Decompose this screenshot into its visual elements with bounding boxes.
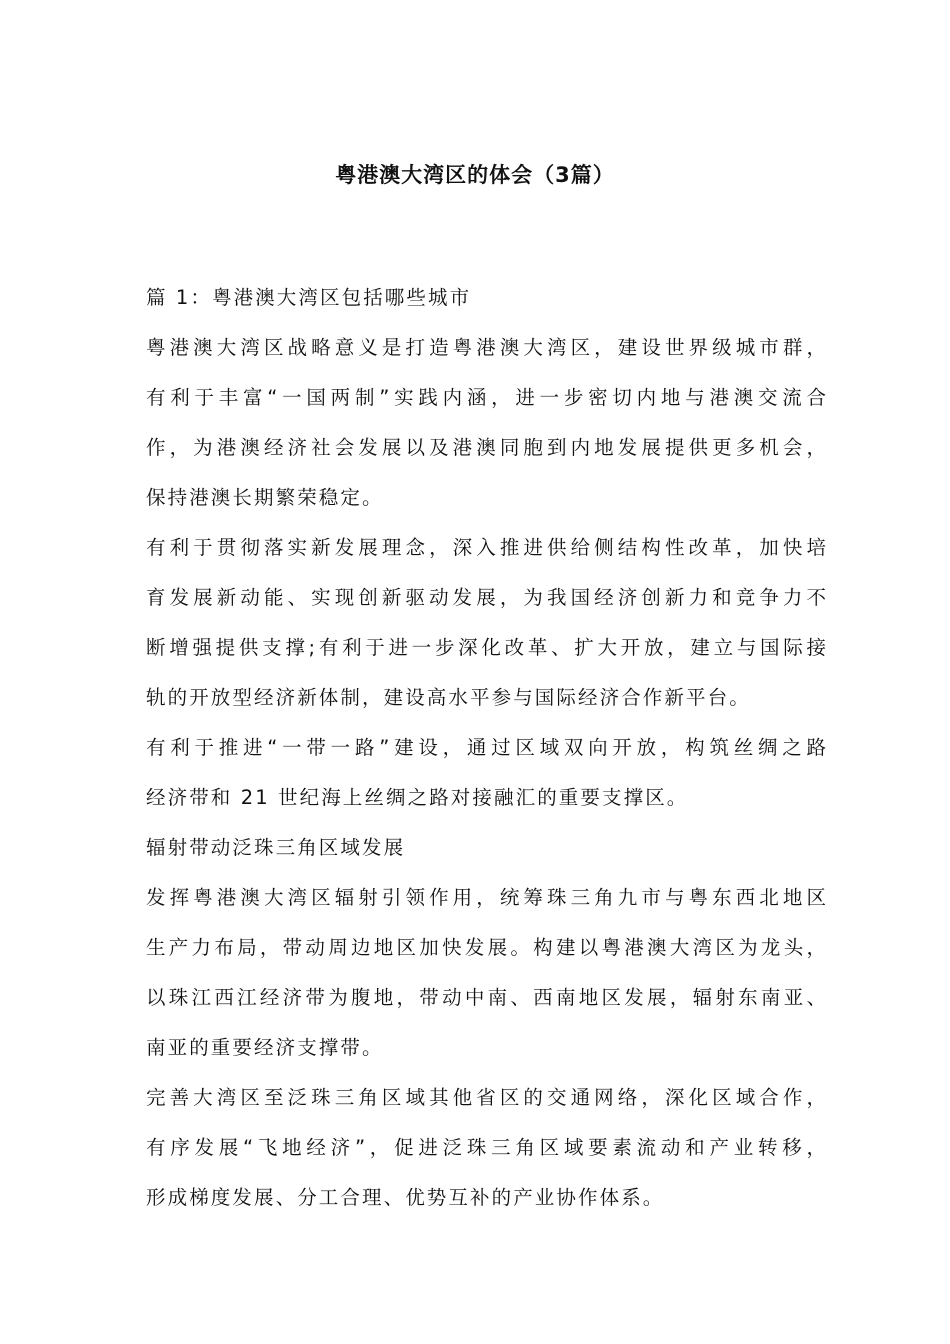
paragraph-line: 完善大湾区至泛珠三角区域其他省区的交通网络，深化区域合作， xyxy=(146,1086,826,1109)
paragraph-line: 经济带和 21 世纪海上丝绸之路对接融汇的重要支撑区。 xyxy=(146,786,689,809)
paragraph-line: 南亚的重要经济支撑带。 xyxy=(146,1036,384,1059)
paragraph-line: 育发展新动能、实现创新驱动发展，为我国经济创新力和竞争力不 xyxy=(146,586,826,609)
paragraph-line: 生产力布局，带动周边地区加快发展。构建以粤港澳大湾区为龙头， xyxy=(146,936,826,959)
paragraph-line: 粤港澳大湾区战略意义是打造粤港澳大湾区，建设世界级城市群， xyxy=(146,336,826,359)
paragraph-line: 有利于推进“一带一路”建设，通过区域双向开放，构筑丝绸之路 xyxy=(146,736,826,759)
document-title: 粤港澳大湾区的体会（3篇） xyxy=(335,163,615,187)
paragraph-line: 以珠江西江经济带为腹地，带动中南、西南地区发展，辐射东南亚、 xyxy=(146,986,826,1009)
paragraph-line: 保持港澳长期繁荣稳定。 xyxy=(146,486,384,509)
paragraph-line: 形成梯度发展、分工合理、优势互补的产业协作体系。 xyxy=(146,1186,665,1209)
paragraph-line: 轨的开放型经济新体制，建设高水平参与国际经济合作新平台。 xyxy=(146,686,751,709)
paragraph-line: 断增强提供支撑;有利于进一步深化改革、扩大开放，建立与国际接 xyxy=(146,636,826,659)
paragraph-line: 有利于丰富“一国两制”实践内涵，进一步密切内地与港澳交流合 xyxy=(146,386,826,409)
paragraph-line: 有序发展“飞地经济”，促进泛珠三角区域要素流动和产业转移， xyxy=(146,1136,826,1159)
section-heading: 篇 1：粤港澳大湾区包括哪些城市 xyxy=(146,286,472,309)
paragraph-line: 作，为港澳经济社会发展以及港澳同胞到内地发展提供更多机会， xyxy=(146,436,826,459)
paragraph-line: 发挥粤港澳大湾区辐射引领作用，统筹珠三角九市与粤东西北地区 xyxy=(146,886,826,909)
subheading-line: 辐射带动泛珠三角区域发展 xyxy=(146,836,406,859)
paragraph-line: 有利于贯彻落实新发展理念，深入推进供给侧结构性改革，加快培 xyxy=(146,536,826,559)
